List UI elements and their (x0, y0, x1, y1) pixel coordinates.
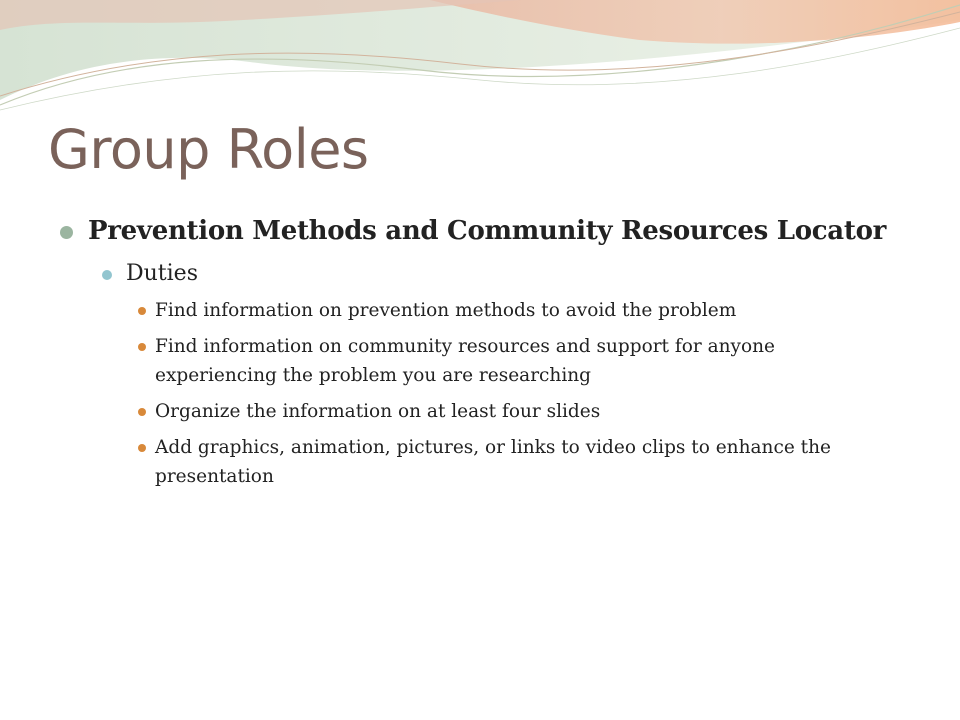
bullet-icon (138, 307, 146, 315)
slide-title: Group Roles (48, 118, 369, 181)
duty-item (60, 296, 855, 325)
header-wave-decoration (0, 0, 960, 130)
duty-item (60, 332, 855, 390)
duties-heading (60, 259, 920, 289)
bullet-icon (60, 226, 73, 239)
role-heading (60, 213, 920, 249)
bullet-icon (102, 270, 112, 280)
bullet-icon (138, 444, 146, 452)
role-heading-text: Prevention Methods and Community Resources Locator (88, 216, 887, 246)
slide-content (60, 205, 920, 491)
duty-item (60, 433, 855, 491)
duty-item-text: Find information on community resources and support for anyone experiencing the problem you are researching (155, 336, 775, 386)
duties-heading-text: Duties (126, 261, 198, 286)
duty-item-text: Find information on prevention methods to avoid the problem (155, 300, 737, 321)
duty-item-text: Add graphics, animation, pictures, or links to video clips to enhance the presentation (155, 437, 831, 487)
bullet-icon (138, 408, 146, 416)
duty-item (60, 397, 855, 426)
bullet-icon (138, 343, 146, 351)
duty-item-text: Organize the information on at least four slides (155, 401, 601, 422)
